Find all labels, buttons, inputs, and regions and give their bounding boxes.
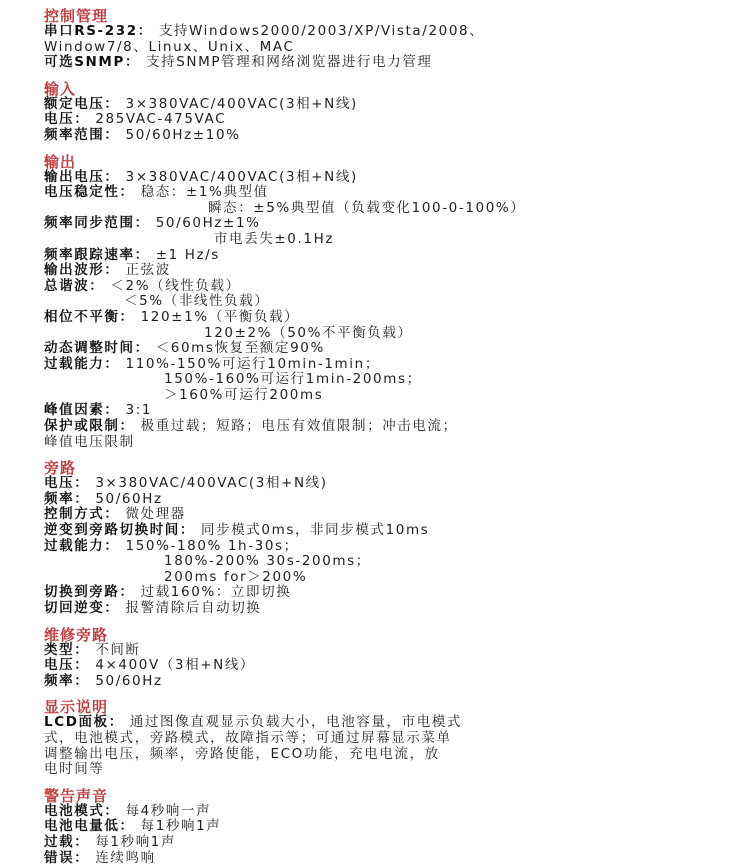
- spec-value: 不间断: [95, 641, 141, 658]
- spec-row: [44, 715, 750, 731]
- spec-row: [44, 201, 750, 217]
- spec-value-continued: ＞160%可运行200ms: [164, 386, 324, 403]
- spec-label: 逆变到旁路切换时间：: [44, 522, 195, 539]
- spec-value: 120±1%（平衡负载）: [140, 308, 300, 325]
- spec-value: ＜60ms恢复至额定90%: [155, 340, 325, 357]
- spec-label: 额定电压：: [44, 95, 120, 112]
- spec-row: [44, 747, 750, 763]
- spec-row: [44, 357, 750, 373]
- spec-row: [44, 216, 750, 232]
- section-spacer: [44, 617, 750, 627]
- spec-label: 电压：: [44, 475, 90, 492]
- spec-label: 电池模式：: [44, 802, 120, 819]
- spec-value: 50/60Hz±10%: [125, 126, 241, 143]
- section-title: 显示说明: [44, 698, 109, 717]
- spec-label: 电压稳定性：: [44, 184, 135, 201]
- spec-value-continued: 瞬态：±5%典型值（负载变化100-0-100%）: [208, 199, 526, 216]
- spec-label: 电压：: [44, 111, 90, 128]
- spec-value-continued: ＜5%（非线性负载）: [124, 293, 270, 310]
- section-spacer: [44, 71, 750, 81]
- spec-row: [44, 554, 750, 570]
- spec-value: 每1秒响1声: [95, 833, 177, 850]
- spec-value: 微处理器: [125, 506, 186, 523]
- spec-section: [44, 627, 750, 690]
- section-spacer: [44, 144, 750, 154]
- spec-row: [44, 435, 750, 451]
- spec-label: 频率同步范围：: [44, 215, 150, 232]
- section-spacer: [44, 778, 750, 788]
- spec-row: [44, 170, 750, 186]
- spec-section: [44, 8, 750, 71]
- spec-label: 动态调整时间：: [44, 340, 150, 357]
- spec-row: [44, 731, 750, 747]
- spec-value: 3×380VAC/400VAC(3相+N线): [125, 168, 358, 185]
- spec-row: [44, 326, 750, 342]
- spec-row: [44, 523, 750, 539]
- spec-label: 过载能力：: [44, 537, 120, 554]
- spec-row: [44, 403, 750, 419]
- spec-value: 极重过载；短路；电压有效值限制；冲击电流；: [140, 418, 458, 435]
- spec-value: 285VAC-475VAC: [95, 111, 227, 128]
- section-spacer: [44, 450, 750, 460]
- spec-label: 切回逆变：: [44, 600, 120, 616]
- spec-label: 输出电压：: [44, 168, 120, 185]
- spec-section: [44, 460, 750, 616]
- spec-value-continued: 电时间等: [44, 761, 105, 778]
- section-title: 输出: [44, 152, 77, 171]
- spec-label: 过载：: [44, 833, 90, 850]
- spec-label: LCD面板：: [44, 714, 124, 731]
- spec-row: [44, 419, 750, 435]
- spec-label: 类型：: [44, 641, 90, 658]
- spec-section: [44, 699, 750, 777]
- spec-value: 同步模式0ms，非同步模式10ms: [201, 522, 430, 539]
- spec-row: [44, 232, 750, 248]
- spec-row: [44, 601, 750, 617]
- spec-row: [44, 372, 750, 388]
- spec-value: 正弦波: [125, 262, 171, 279]
- spec-value: 3:1: [125, 402, 153, 419]
- spec-row: [44, 804, 750, 820]
- spec-label: 控制方式：: [44, 506, 120, 523]
- spec-value: 3×380VAC/400VAC(3相+N线): [95, 475, 328, 492]
- spec-value-continued: 市电丢失±0.1Hz: [214, 230, 335, 247]
- spec-value-continued: 150%-160%可运行1min-200ms；: [164, 371, 422, 388]
- spec-value-continued: 式，电池模式，旁路模式，故障指示等；可通过屏幕显示菜单: [44, 729, 452, 746]
- spec-label: 电压：: [44, 657, 90, 674]
- section-title: 输入: [44, 79, 77, 98]
- spec-value-continued: Window7/8、Linux、Unix、MAC: [44, 38, 295, 55]
- spec-value: 3×380VAC/400VAC(3相+N线): [125, 95, 358, 112]
- spec-value: 每4秒响一声: [125, 802, 212, 819]
- spec-row: [44, 851, 750, 866]
- spec-value: 连续鸣响: [95, 849, 156, 866]
- spec-value: 110%-150%可运行10min-1min；: [125, 355, 380, 372]
- spec-label: 峰值因素：: [44, 402, 120, 419]
- spec-row: [44, 40, 750, 56]
- spec-value: 通过图像直观显示负载大小，电池容量，市电模式: [129, 714, 463, 731]
- spec-value: 支持Windows2000/2003/XP/Vista/2008、: [158, 23, 485, 39]
- spec-label: 相位不平衡：: [44, 308, 135, 325]
- spec-label: 输出波形：: [44, 262, 120, 279]
- spec-value-continued: 180%-200% 30s-200ms；: [164, 553, 371, 570]
- spec-row: [44, 835, 750, 851]
- spec-value: ＜2%（线性负载）: [110, 277, 241, 294]
- spec-value: 每1秒响1声: [140, 818, 222, 835]
- spec-label: 切换到旁路：: [44, 584, 135, 601]
- spec-row: [44, 643, 750, 659]
- spec-label: 保护或限制：: [44, 418, 135, 435]
- spec-value-continued: 峰值电压限制: [44, 433, 135, 450]
- spec-row: [44, 24, 750, 40]
- spec-value: 50/60Hz: [95, 672, 163, 689]
- spec-section: [44, 154, 750, 451]
- spec-label: 电池电量低：: [44, 818, 135, 835]
- spec-row: [44, 539, 750, 555]
- spec-label: 过载能力：: [44, 355, 120, 372]
- spec-row: [44, 263, 750, 279]
- spec-row: [44, 476, 750, 492]
- spec-row: [44, 55, 750, 71]
- spec-value: 支持SNMP管理和网络浏览器进行电力管理: [146, 54, 433, 71]
- spec-row: [44, 128, 750, 144]
- section-title: 旁路: [44, 459, 77, 478]
- spec-row: [44, 112, 750, 128]
- spec-section: [44, 81, 750, 144]
- section-title: 控制管理: [44, 7, 109, 25]
- spec-label: 错误：: [44, 849, 90, 866]
- spec-value: 4×400V（3相+N线）: [95, 657, 256, 674]
- section-title: 警告声音: [44, 786, 109, 805]
- spec-label: 串口RS-232：: [44, 23, 153, 39]
- spec-section: [44, 788, 750, 866]
- spec-row: [44, 185, 750, 201]
- spec-label: 频率：: [44, 490, 90, 507]
- spec-label: 频率跟踪速率：: [44, 246, 150, 263]
- spec-value-continued: 调整输出电压，频率，旁路使能，ECO功能，充电电流，放: [44, 745, 440, 762]
- spec-label: 频率范围：: [44, 126, 120, 143]
- spec-row: [44, 585, 750, 601]
- spec-label: 频率：: [44, 672, 90, 689]
- section-title: 维修旁路: [44, 625, 109, 644]
- spec-row: [44, 658, 750, 674]
- spec-label: 总谐波：: [44, 277, 105, 294]
- spec-row: [44, 674, 750, 690]
- spec-row: [44, 507, 750, 523]
- spec-row: [44, 819, 750, 835]
- spec-value: 报警清除后自动切换: [125, 600, 262, 616]
- spec-value-continued: 200ms for＞200%: [164, 568, 308, 585]
- spec-row: [44, 762, 750, 778]
- spec-row: [44, 294, 750, 310]
- spec-value: 稳态：±1%典型值: [140, 184, 269, 201]
- section-spacer: [44, 689, 750, 699]
- spec-value-continued: 120±2%（50%不平衡负载）: [204, 324, 413, 341]
- spec-value: 150%-180% 1h-30s；: [125, 537, 299, 554]
- spec-row: [44, 248, 750, 264]
- spec-label: 可选SNMP：: [44, 54, 141, 71]
- spec-value: 50/60Hz: [95, 490, 163, 507]
- spec-value: 过载160%：立即切换: [140, 584, 292, 601]
- spec-row: [44, 310, 750, 326]
- spec-row: [44, 279, 750, 295]
- spec-value: 50/60Hz±1%: [155, 215, 261, 232]
- spec-row: [44, 341, 750, 357]
- spec-value: ±1 Hz/s: [155, 246, 220, 263]
